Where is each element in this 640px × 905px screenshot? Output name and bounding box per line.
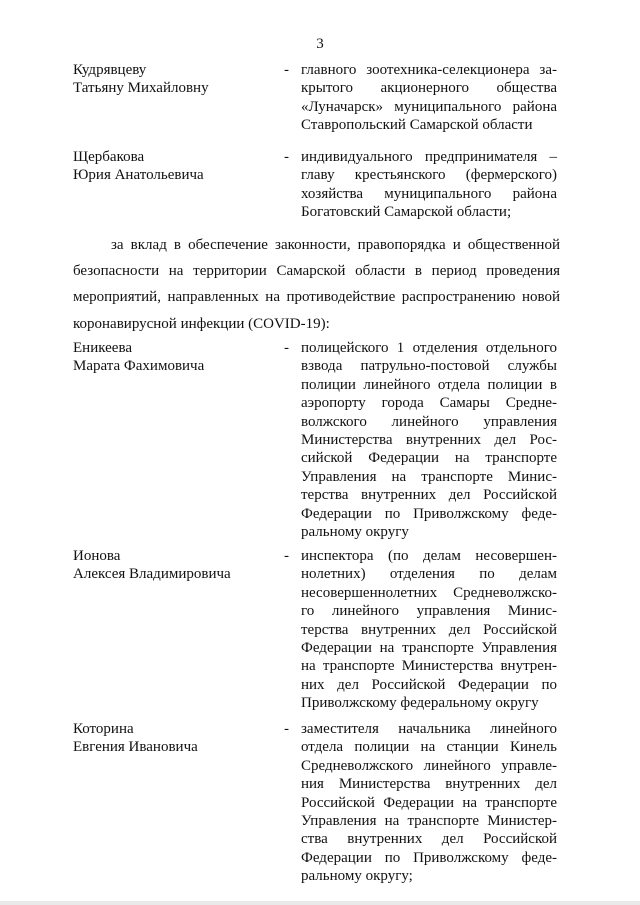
description-line: аэропорту города Самары Средне- bbox=[301, 395, 557, 412]
description-line: нолетних) отделения по делам bbox=[301, 566, 557, 583]
description-line: на транспорте Министерства внутрен- bbox=[301, 658, 557, 675]
description-line: Средневолжского линейного управле- bbox=[301, 757, 557, 774]
scan-bottom-edge bbox=[0, 901, 640, 905]
description-line: Приволжскому федеральному округу bbox=[301, 695, 539, 712]
description-line: несовершеннолетних Средневолжско- bbox=[301, 584, 557, 601]
paragraph-line: безопасности на территории Самарской области в период проведения bbox=[73, 263, 560, 280]
description-line: заместителя начальника линейного bbox=[301, 721, 557, 737]
description-line: взвода патрульно-постовой службы bbox=[301, 358, 557, 375]
description-line: ральному округу; bbox=[301, 868, 413, 885]
person-name bbox=[73, 339, 273, 375]
position-description bbox=[301, 148, 557, 222]
description-line: ния Министерства внутренних дел bbox=[301, 776, 557, 793]
description-line: Федерации на транспорте Управления bbox=[301, 639, 557, 656]
person-name bbox=[73, 720, 273, 756]
description-line: хозяйства муниципального района bbox=[301, 185, 557, 202]
description-line: крытого акционерного общества bbox=[301, 80, 557, 97]
description-line: ства внутренних дел Российской bbox=[301, 831, 557, 848]
paragraph-line: за вклад в обеспечение законности, правопорядка и общественной bbox=[111, 237, 560, 253]
description-line: полицейского 1 отделения отдельного bbox=[301, 340, 557, 356]
dash-separator: - bbox=[284, 721, 289, 737]
description-line: Управления на транспорте Минис- bbox=[301, 468, 557, 485]
description-line: индивидуального предпринимателя – bbox=[301, 149, 557, 165]
description-line: сийской Федерации на транспорте bbox=[301, 450, 557, 467]
award-reason-paragraph bbox=[73, 232, 560, 337]
description-line: Федерации по Приволжскому феде- bbox=[301, 505, 557, 522]
paragraph-line: мероприятий, направленных на противодействие распространению новой bbox=[73, 289, 560, 306]
surname: Ионова bbox=[73, 548, 121, 564]
description-line: главу крестьянского (фермерского) bbox=[301, 167, 557, 184]
person-name bbox=[73, 547, 273, 583]
description-line: «Луначарск» муниципального района bbox=[301, 98, 557, 115]
surname: Кудрявцеву bbox=[73, 62, 147, 78]
description-line: Богатовский Самарской области; bbox=[301, 204, 512, 221]
dash-separator: - bbox=[284, 149, 289, 165]
position-description bbox=[301, 720, 557, 886]
description-line: терства внутренних дел Российской bbox=[301, 487, 557, 504]
description-line: ральному округу bbox=[301, 523, 409, 540]
description-line: инспектора (по делам несовершен- bbox=[301, 548, 557, 564]
description-line: Министерства внутренних дел Рос- bbox=[301, 431, 557, 448]
position-description bbox=[301, 339, 557, 541]
surname: Которина bbox=[73, 721, 134, 737]
description-line: главного зоотехника-селекционера за- bbox=[301, 62, 557, 78]
description-line: отдела полиции на станции Кинель bbox=[301, 739, 557, 756]
position-description bbox=[301, 547, 557, 713]
description-line: них дел Российской Федерации по bbox=[301, 676, 557, 693]
description-line: полиции линейного отдела полиции в bbox=[301, 376, 557, 393]
surname: Щербакова bbox=[73, 149, 145, 165]
dash-separator: - bbox=[284, 340, 289, 356]
position-description bbox=[301, 61, 557, 135]
given-names: Евгения Ивановича bbox=[73, 739, 198, 755]
dash-separator: - bbox=[284, 548, 289, 564]
description-line: Ставропольский Самарской области bbox=[301, 117, 533, 134]
dash-separator: - bbox=[284, 62, 289, 78]
description-line: терства внутренних дел Российской bbox=[301, 621, 557, 638]
description-line: го линейного управления Минис- bbox=[301, 603, 557, 620]
paragraph-line: коронавирусной инфекции (COVID-19): bbox=[73, 315, 330, 332]
description-line: волжского линейного управления bbox=[301, 413, 557, 430]
description-line: Управления на транспорте Министер- bbox=[301, 812, 557, 829]
given-names: Марата Фахимовича bbox=[73, 358, 205, 374]
description-line: Федерации по Приволжскому феде- bbox=[301, 849, 557, 866]
given-names: Татьяну Михайловну bbox=[73, 80, 209, 96]
description-line: Российской Федерации на транспорте bbox=[301, 794, 557, 811]
person-name bbox=[73, 61, 273, 97]
given-names: Алексея Владимировича bbox=[73, 566, 231, 582]
page-number: 3 bbox=[316, 36, 324, 52]
given-names: Юрия Анатольевича bbox=[73, 167, 204, 183]
person-name bbox=[73, 148, 273, 184]
surname: Еникеева bbox=[73, 340, 132, 356]
